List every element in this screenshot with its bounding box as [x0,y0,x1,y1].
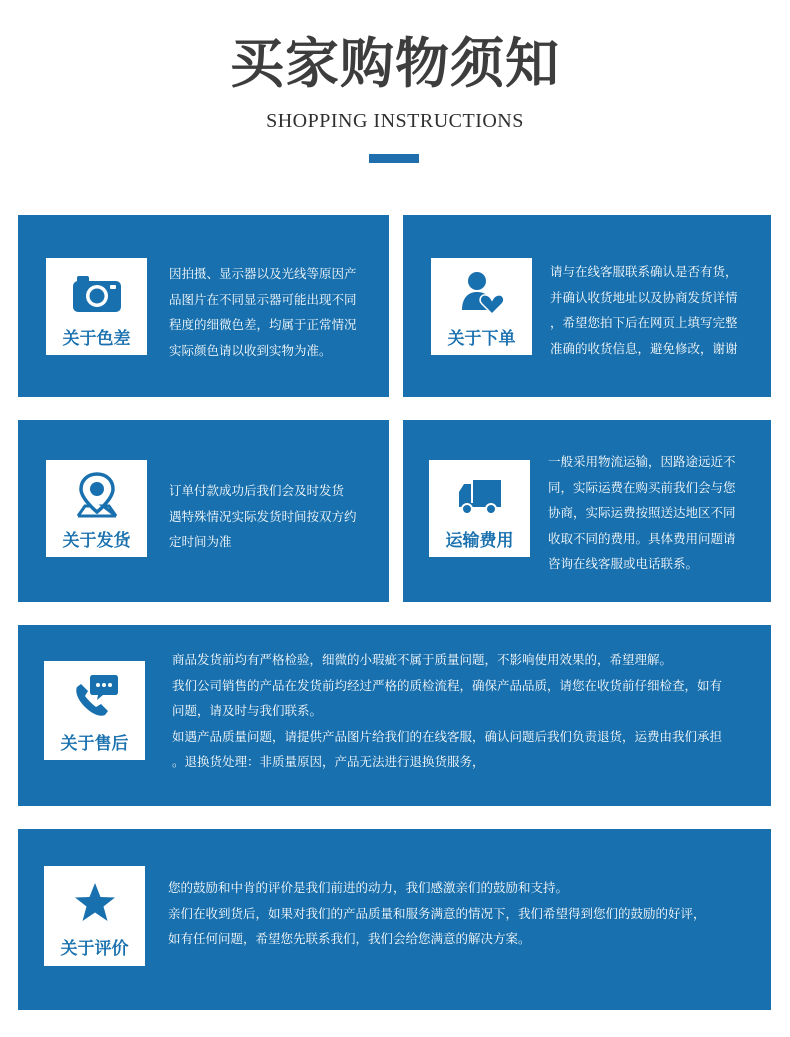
card-color-difference [18,215,389,397]
desc-line: 问题，请及时与我们联系。 [172,703,323,718]
card-description [169,478,357,555]
card-description [172,647,722,775]
icon-box-shipping [46,460,147,557]
icon-box-order [431,258,532,355]
title-divider [369,154,419,163]
desc-line: 请与在线客服联系确认是否有货， [550,264,738,279]
desc-line: 我们公司销售的产品在发货前均经过严格的质检流程，确保产品品质，请您在收货前仔细检查，如有 [172,677,723,693]
icon-box-freight [429,460,530,557]
card-freight [403,420,771,602]
desc-line: 亲们在收到货后，如果对我们的产品质量和服务满意的情况下，我们希望得到您们的鼓励的好评， [168,905,706,921]
card-description [168,875,706,952]
page-subtitle: SHOPPING INSTRUCTIONS [266,110,524,132]
location-pin-icon [75,472,119,518]
icon-box-reviews [44,866,145,966]
card-shipping [18,420,389,602]
card-description [548,449,736,577]
icon-box-color-difference [46,258,147,355]
desc-line: 。退换货处理：非质量原因，产品无法进行退换货服务， [172,754,485,769]
page-title: 买家购物须知 [230,31,560,95]
card-reviews [18,829,771,1010]
desc-line: 如有任何问题，希望您先联系我们，我们会给您满意的解决方案。 [168,931,531,946]
desc-line: 准确的收货信息，避免修改，谢谢 [550,340,738,356]
desc-line: 品图片在不同显示器可能出现不同 [169,291,357,307]
desc-line: 定时间为准 [169,534,232,549]
card-after-sales [18,625,771,806]
desc-line: 咨询在线客服或电话联系。 [548,556,699,571]
card-description [550,259,738,361]
card-label: 运输费用 [445,531,514,551]
card-order [403,215,771,397]
desc-line: 并确认收货地址以及协商发货详情 [550,289,738,305]
card-label: 关于下单 [447,329,516,349]
desc-line: 协商，实际运费按照送达地区不同 [548,505,736,520]
desc-line: ，希望您拍下后在网页上填写完整 [550,315,738,330]
camera-icon [71,274,123,314]
card-label: 关于发货 [62,531,131,551]
desc-line: 订单付款成功后我们会及时发货 [169,483,345,498]
desc-line: 同，实际运费在购买前我们会与您 [548,479,736,495]
star-icon [73,882,117,924]
desc-line: 您的鼓励和中肯的评价是我们前进的动力，我们感激亲们的鼓励和支持。 [168,880,569,895]
card-label: 关于评价 [60,939,129,959]
desc-line: 商品发货前均有严格检验，细微的小瑕疵不属于质量问题，不影响使用效果的，希望理解。 [172,652,673,667]
card-description [169,261,357,363]
desc-line: 实际颜色请以收到实物为准。 [169,342,332,358]
truck-icon [457,478,503,516]
user-heart-icon [460,270,504,316]
card-label: 关于售后 [60,734,129,754]
desc-line: 如遇产品质量问题，请提供产品图片给我们的在线客服，确认问题后我们负责退货，运费由我们承担 [172,728,723,744]
desc-line: 收取不同的费用。具体费用问题请 [548,530,736,546]
icon-box-after-sales [44,661,145,760]
card-label: 关于色差 [62,329,131,349]
desc-line: 一般采用物流运输，因路途远近不 [548,454,736,469]
phone-chat-icon [71,673,119,721]
desc-line: 程度的细微色差，均属于正常情况 [169,317,357,332]
desc-line: 遇特殊情况实际发货时间按双方约 [169,508,357,524]
desc-line: 因拍摄、显示器以及光线等原因产 [169,266,357,281]
